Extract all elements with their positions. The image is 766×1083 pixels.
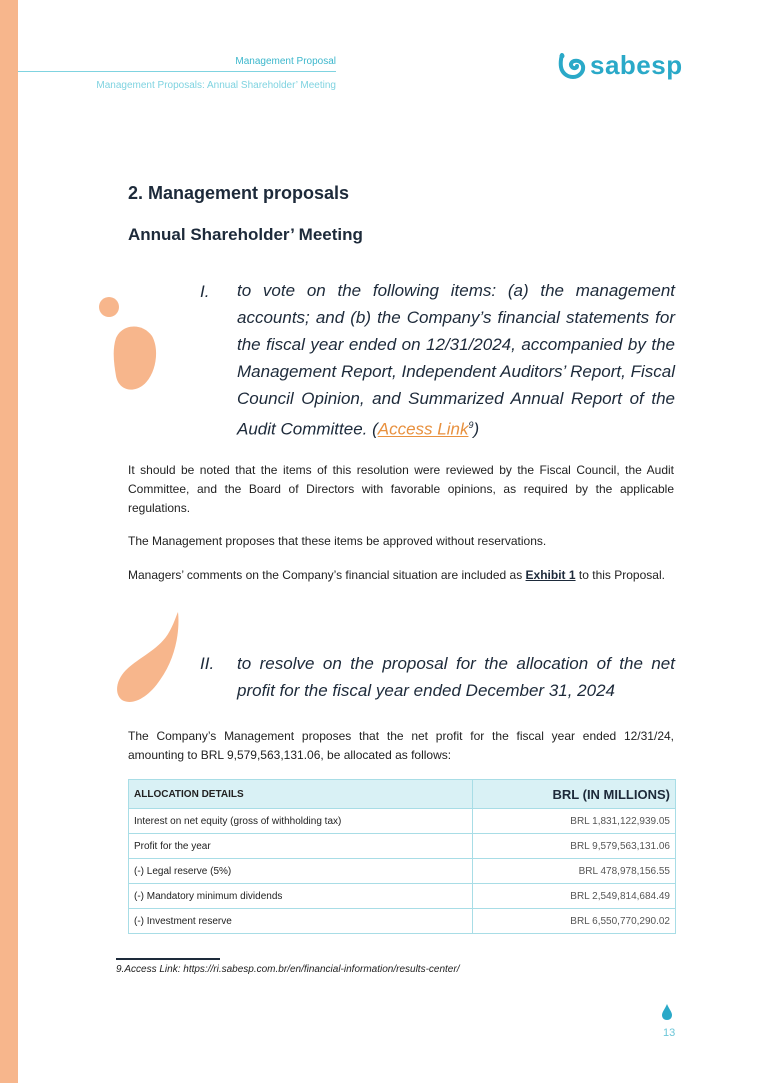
section-subtitle: Annual Shareholder’ Meeting [128,225,363,244]
header-brl-millions: BRL (IN MILLIONS) [473,780,676,809]
page-number: 13 [663,1027,676,1039]
table-row [129,834,676,859]
table-row [129,809,676,834]
header-title: Management Proposal [235,56,336,67]
item-1-body: to vote on the following items: (a) the management accounts; and (b) the Company’s financial statements for the fiscal year ended on 12/31/2024, accompanied by the Management Report, Independent Auditors’ Report, Fiscal Council Opinion, and Summarized Annual Report of the Audit Committee. ( [237,281,675,439]
row-value: BRL 6,550,770,290.02 [473,909,676,934]
access-link[interactable]: Access Link [377,419,469,439]
decorative-drop-blob-icon [114,610,182,708]
side-accent-bar [0,0,18,1083]
item-number-1: I. [200,282,210,301]
table-row [129,859,676,884]
allocation-table [128,779,676,934]
table-row [129,909,676,934]
row-value: BRL 2,549,814,684.49 [473,884,676,909]
page-drop-icon [661,1003,673,1021]
allocation-intro: The Company’s Management proposes that the net profit for the fiscal year ended 12/31/24, amounting to BRL 9,579,563,131.06, be allocated as follows: [128,729,674,762]
sabesp-drop-icon [558,53,586,79]
item-number-2: II. [200,654,215,673]
row-value: BRL 1,831,122,939.05 [473,809,676,834]
footnote-divider [116,958,220,960]
row-value: BRL 478,978,156.55 [473,859,676,884]
exhibit-link[interactable]: Exhibit 1 [525,568,576,582]
footnote-ref: 9 [468,420,474,430]
section-title: 2. Management proposals [128,183,350,203]
decorative-orange-blob-icon [98,296,160,396]
row-label: Interest on net equity (gross of withholding tax) [129,809,473,834]
header-divider [18,71,336,72]
exhibit-post: to this Proposal. [575,568,665,582]
row-label: Profit for the year [129,834,473,859]
item-1-close: ) [473,419,480,439]
header-allocation-details: ALLOCATION DETAILS [129,780,473,809]
table-row [129,884,676,909]
exhibit-pre: Managers’ comments on the Company’s financial situation are included as [128,568,526,582]
paragraph-review: It should be noted that the items of this resolution were reviewed by the Fiscal Council, the Audit Committee, and the Board of Directors with favorable opinions, as required by the applicable regulations. [128,463,674,515]
paragraph-approval: The Management proposes that these items be approved without reservations. [128,534,547,548]
row-value: BRL 9,579,563,131.06 [473,834,676,859]
row-label: (-) Legal reserve (5%) [129,859,473,884]
item-1-text [237,277,675,443]
logo-text: sabesp [590,50,683,80]
item-2-text: to resolve on the proposal for the allocation of the net profit for the fiscal year ended December 31, 2024 [237,654,675,700]
header-subtitle: Management Proposals: Annual Shareholder’ Meeting [96,80,336,91]
company-logo [558,50,683,81]
table-header-row [129,780,676,809]
footnote: 9.Access Link: https://ri.sabesp.com.br/en/financial-information/results-center/ [116,964,460,975]
row-label: (-) Mandatory minimum dividends [129,884,473,909]
paragraph-exhibit [128,566,674,585]
row-label: (-) Investment reserve [129,909,473,934]
